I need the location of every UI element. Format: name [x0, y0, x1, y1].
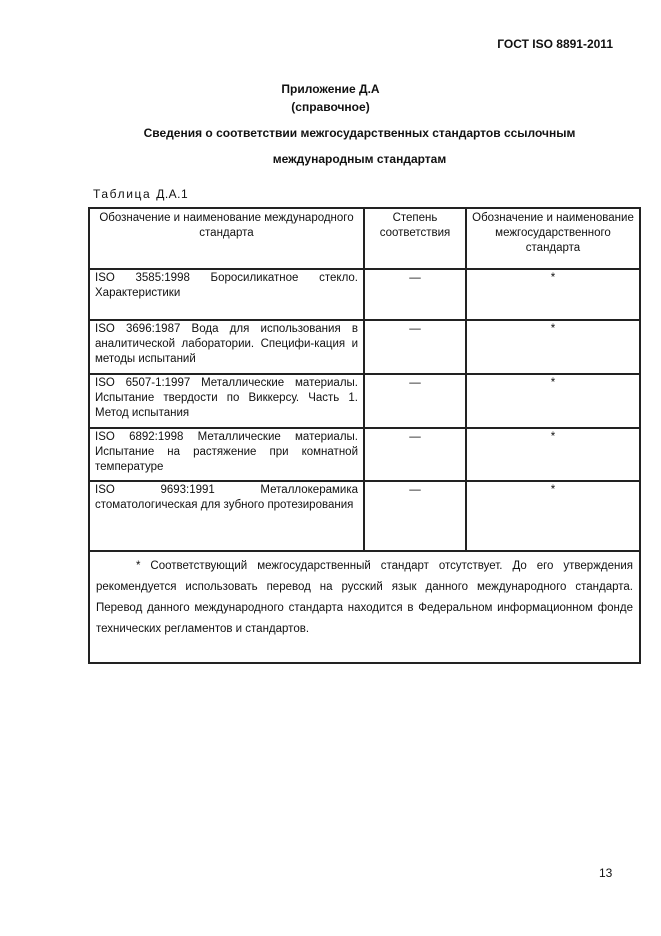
- appendix-title: Приложение Д.А: [281, 82, 380, 96]
- standard-name-cell: ISO 3696:1987 Вода для использования в аналитической лаборатории. Специфи-кация и методы испытаний: [89, 320, 364, 374]
- standard-name-cell: ISO 6507-1:1997 Металлические материалы. Испытание твердости по Виккерсу. Часть 1. Метод испытания: [89, 374, 364, 428]
- correspondence-table: [88, 207, 641, 664]
- column-header-international: Обозначение и наименование международного стандарта: [89, 208, 364, 269]
- interstate-cell: *: [466, 374, 640, 428]
- section-heading-line1: Сведения о соответствии межгосударственных стандартов ссылочным: [143, 126, 576, 140]
- table-footnote-cell: [89, 551, 640, 663]
- column-header-interstate: Обозначение и наименование межгосударственного стандарта: [466, 208, 640, 269]
- table-row: [89, 481, 640, 551]
- table-caption-label: Таблица: [93, 187, 152, 201]
- degree-cell: —: [364, 481, 466, 551]
- table-row: [89, 320, 640, 374]
- standard-name-cell: ISO 3585:1998 Боросиликатное стекло. Характеристики: [89, 269, 364, 320]
- interstate-cell: *: [466, 320, 640, 374]
- table-row: [89, 374, 640, 428]
- interstate-cell: *: [466, 428, 640, 481]
- section-heading-line2: международным стандартам: [272, 152, 447, 166]
- degree-cell: —: [364, 320, 466, 374]
- column-header-degree: Степень соответствия: [364, 208, 466, 269]
- degree-cell: —: [364, 374, 466, 428]
- table-footnote: * Соответствующий межгосударственный стандарт отсутствует. До его утверждения рекомендуется использовать перевод на русский язык данного международного стандарта. Перевод данного международного стандарта находится в Федеральном информационном фонде технических регламентов и стандартов.: [96, 560, 633, 635]
- table-row: [89, 269, 640, 320]
- page-number: 13: [599, 866, 613, 880]
- table-footnote-row: [89, 551, 640, 663]
- appendix-subtitle: (справочное): [291, 100, 370, 114]
- interstate-cell: *: [466, 269, 640, 320]
- document-code: ГОСТ ISO 8891-2011: [497, 37, 613, 51]
- table-caption: [93, 187, 188, 201]
- table-caption-number: Д.А.1: [156, 187, 189, 201]
- standard-name-cell: ISO 6892:1998 Металлические материалы. Испытание на растяжение при комнатной температуре: [89, 428, 364, 481]
- table-header-row: [89, 208, 640, 269]
- standard-name-cell: ISO 9693:1991 Металлокерамика стоматологическая для зубного протезирования: [89, 481, 364, 551]
- degree-cell: —: [364, 428, 466, 481]
- interstate-cell: *: [466, 481, 640, 551]
- table-row: [89, 428, 640, 481]
- degree-cell: —: [364, 269, 466, 320]
